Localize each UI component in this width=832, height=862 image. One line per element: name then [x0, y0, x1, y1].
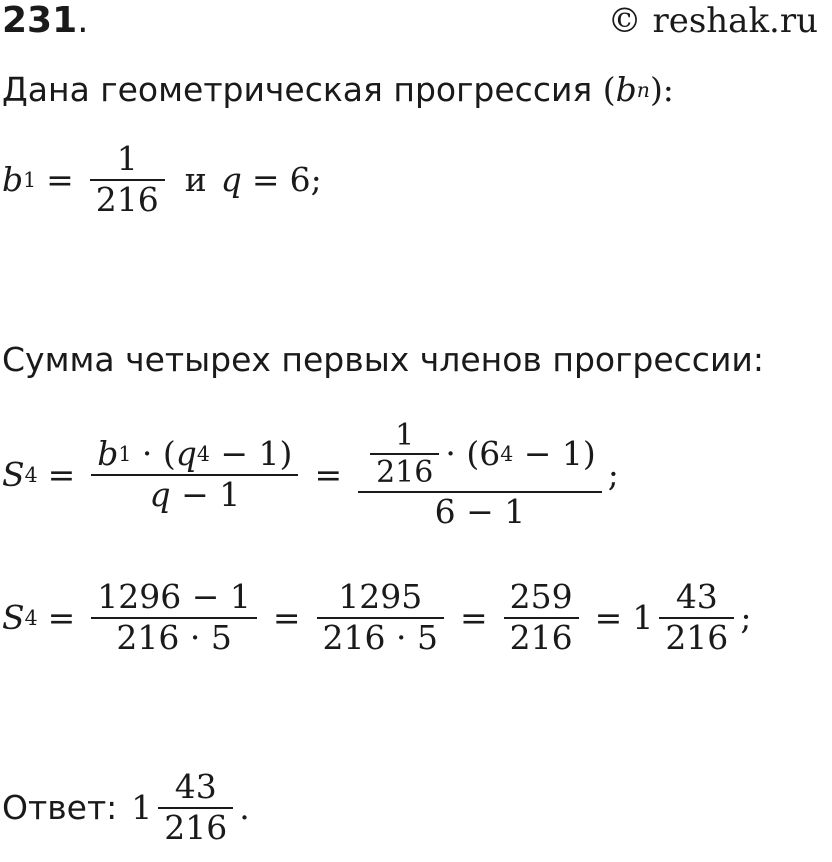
f2-eq2: = — [272, 598, 301, 638]
formula-1: S 4 = b 1 · ( q 4 − 1) q − 1 = $\frac{1}{216}$ · (6 4 − 1) 6 − 1 ; — [2, 418, 619, 531]
f1-fraction-b — [358, 418, 602, 532]
answer-whole: 1 — [131, 788, 153, 828]
f2-fraction-4 — [659, 578, 734, 658]
f1-frac-a-den — [143, 476, 246, 515]
f1-num-q: q — [175, 433, 197, 473]
given-line: b 1 = $\frac{1}{216}$ и q = 6; — [2, 139, 322, 219]
answer-label: Ответ: — [2, 788, 118, 828]
seq-var: b — [615, 70, 637, 109]
given-eq2: = — [251, 160, 280, 200]
f2-f1-den: 216 · 5 — [116, 617, 232, 657]
f1-eq2: = — [314, 455, 343, 495]
answer-fraction — [158, 768, 233, 848]
answer-end: . — [239, 788, 250, 828]
sum-heading: Сумма четырех первых членов прогрессии: — [2, 340, 764, 379]
seq-close: ): — [649, 70, 674, 109]
given-q: q — [220, 160, 242, 200]
seq-open: ( — [602, 70, 616, 109]
given-frac-den: 216 — [95, 179, 159, 219]
watermark: © reshak.ru — [607, 1, 818, 41]
intro-line: Дана геометрическая прогрессия ( b n ): — [2, 70, 674, 109]
f1-inner-num: 1 — [395, 418, 415, 453]
f1-inner-den: 216 — [376, 455, 434, 491]
given-frac-num: 1 — [116, 139, 138, 178]
answer-den: 216 — [164, 807, 228, 847]
f1-frac-a-num: b 1 · ( q 4 − 1) — [97, 433, 293, 473]
f2-eq: = — [47, 598, 76, 638]
f1-den-tail: − 1 — [181, 474, 241, 514]
problem-number-value: 231 — [2, 0, 78, 41]
f1-frac-b-den: 6 − 1 — [434, 491, 526, 531]
f1-fraction-a — [91, 435, 298, 515]
f2-f4-num: 43 — [675, 577, 718, 616]
f2-f2-den: 216 · 5 — [322, 617, 438, 657]
problem-number-dot: . — [77, 0, 89, 41]
f1-num-rest: · ( — [141, 433, 176, 473]
f1-end: ; — [607, 455, 619, 495]
problem-number — [2, 0, 89, 41]
f2-f1-num: 1296 − 1 — [97, 577, 251, 616]
answer-line — [2, 768, 250, 848]
f1-num-tail: − 1) — [220, 433, 293, 473]
f2-s: S — [2, 598, 25, 638]
f2-fraction-2 — [317, 578, 444, 658]
f2-f3-den: 216 — [509, 617, 573, 657]
answer-num: 43 — [174, 767, 217, 806]
f1-num-b: b — [97, 433, 119, 473]
formula-2: S 4 = $\frac{1296 - 1}{216 \cdot 5}$ = $\frac{1295}{216 \cdot 5}$ = $\frac{259}{216}$ = 1 $\frac{43}{216}$ ; — [2, 577, 752, 657]
f2-fraction-3 — [504, 578, 579, 658]
f2-eq3: = — [460, 598, 488, 638]
f1-num2-rest: · (6 — [445, 433, 501, 473]
f2-fraction-1 — [91, 578, 257, 658]
f2-f3-num: 259 — [509, 577, 573, 616]
given-fraction — [90, 140, 165, 220]
given-q-value: 6; — [289, 160, 322, 200]
f1-frac-b-num: $\frac{1}{216}$ · (6 4 − 1) — [358, 418, 602, 491]
f1-inner-fraction — [370, 418, 439, 491]
f1-s: S — [2, 455, 25, 495]
f2-f2-num: 1295 — [338, 577, 423, 616]
intro-text: Дана геометрическая прогрессия — [2, 70, 593, 109]
f1-num2-tail: − 1) — [523, 433, 596, 473]
f1-eq: = — [47, 455, 76, 495]
f2-f4-den: 216 — [665, 617, 729, 657]
f2-eq4: = — [594, 598, 623, 638]
f2-whole: 1 — [632, 598, 654, 638]
f1-den-q: q — [149, 474, 171, 514]
f2-end: ; — [740, 598, 752, 638]
given-eq: = — [46, 160, 74, 200]
given-b: b — [2, 160, 24, 200]
given-and: и — [184, 160, 207, 200]
